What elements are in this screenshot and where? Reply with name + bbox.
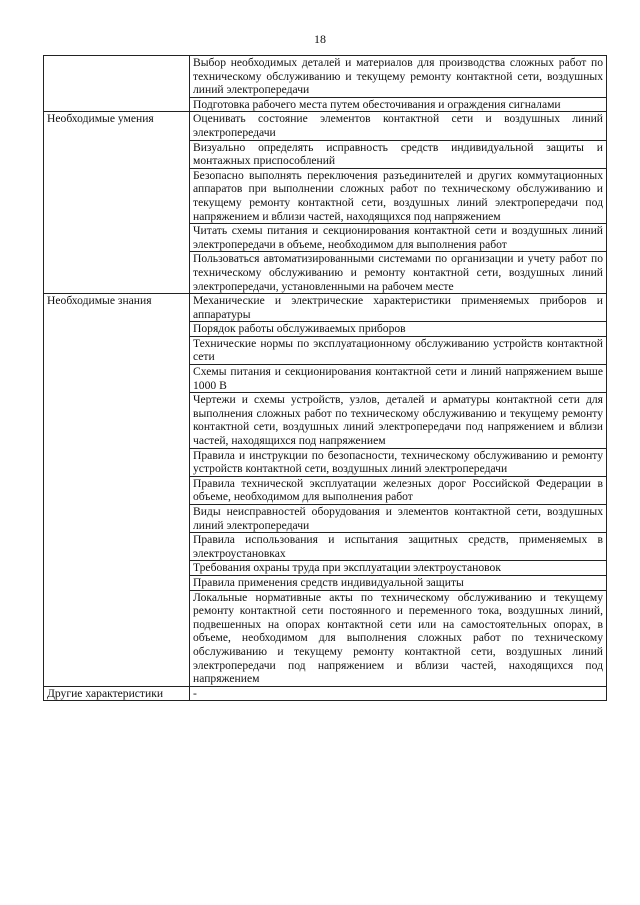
table-cell: Порядок работы обслуживаемых приборов [190, 322, 607, 337]
requirements-table [43, 55, 607, 701]
table-cell: Схемы питания и секционирования контактной сети и линий напряжением выше 1000 В [190, 365, 607, 393]
table-cell: - [190, 686, 607, 701]
table-cell: Чертежи и схемы устройств, узлов, деталей и арматуры контактной сети для выполнения сложных работ по техническому обслуживанию и текущему ремонту контактной сети, воздушных линий электропередачи под напряжением и вблизи частей, находящихся под напряжением [190, 393, 607, 448]
table-cell: Требования охраны труда при эксплуатации электроустановок [190, 561, 607, 576]
table-row [44, 56, 607, 98]
table-cell: Оценивать состояние элементов контактной сети и воздушных линий электропередачи [190, 112, 607, 140]
table-row [44, 686, 607, 701]
table-cell: Пользоваться автоматизированными системами по организации и учету работ по техническому обслуживанию и ремонту контактной сети, воздушных линий электропередачи, установленными на рабочем месте [190, 252, 607, 294]
row-label-knowledge: Необходимые знания [44, 294, 190, 687]
table-cell: Безопасно выполнять переключения разъединителей и других коммутационных аппаратов при выполнении сложных работ по техническому обслуживанию и текущему ремонту контактной сети, воздушных линий электропередачи под напряжением и вблизи частей, находящихся под напряжением [190, 168, 607, 223]
row-label-continuation [44, 56, 190, 112]
table-cell: Читать схемы питания и секционирования контактной сети и воздушных линий электропередачи в объеме, необходимом для выполнения работ [190, 224, 607, 252]
page-number: 18 [314, 32, 326, 46]
table-cell: Локальные нормативные акты по техническому обслуживанию и текущему ремонту контактной сети постоянного и переменного тока, воздушных линий, подвешенных на опорах контактной сети или на самостоятельных опорах, в объеме, необходимом для выполнения сложных работ по техническому обслуживанию и текущему ремонту контактной сети, воздушных линий электропередачи под напряжением и вблизи частей, находящихся под напряжением [190, 590, 607, 686]
table-cell: Подготовка рабочего места путем обесточивания и ограждения сигналами [190, 97, 607, 112]
table-cell: Механические и электрические характеристики применяемых приборов и аппаратуры [190, 294, 607, 322]
table-cell: Правила применения средств индивидуальной защиты [190, 575, 607, 590]
table-cell: Правила и инструкции по безопасности, техническому обслуживанию и ремонту устройств контактной сети, воздушных линий электропередачи [190, 448, 607, 476]
table-row [44, 112, 607, 140]
table-cell: Технические нормы по эксплуатационному обслуживанию устройств контактной сети [190, 336, 607, 364]
table-cell: Выбор необходимых деталей и материалов для производства сложных работ по техническому обслуживанию и текущему ремонту контактной сети, воздушных линий электропередачи [190, 56, 607, 98]
table-cell: Правила технической эксплуатации железных дорог Российской Федерации в объеме, необходимом для выполнения работ [190, 476, 607, 504]
row-label-other: Другие характеристики [44, 686, 190, 701]
table-row [44, 294, 607, 322]
table-cell: Правила использования и испытания защитных средств, применяемых в электроустановках [190, 533, 607, 561]
table-cell: Визуально определять исправность средств индивидуальной защиты и монтажных приспособлений [190, 140, 607, 168]
table-cell: Виды неисправностей оборудования и элементов контактной сети, воздушных линий электропередачи [190, 505, 607, 533]
row-label-skills: Необходимые умения [44, 112, 190, 294]
